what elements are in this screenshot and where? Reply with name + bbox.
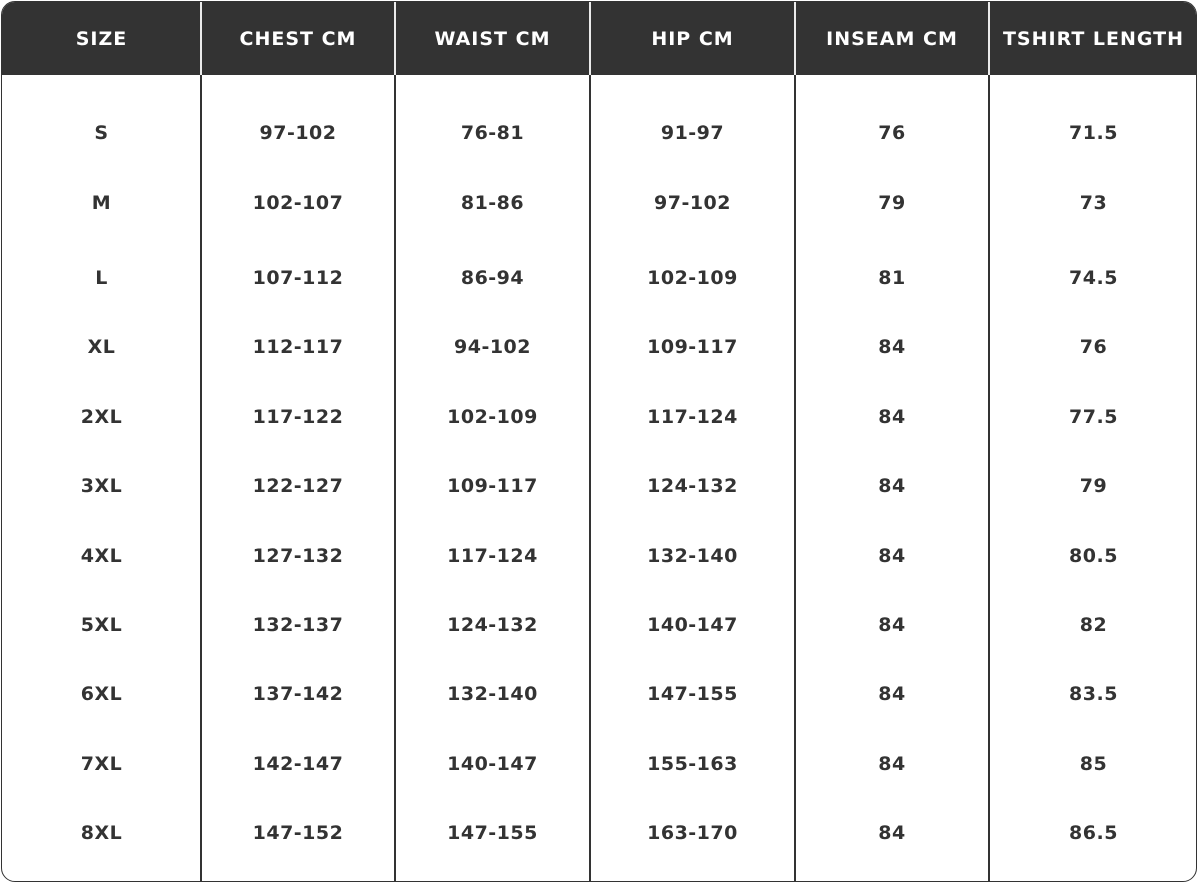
table-cell: 109-117	[447, 475, 538, 497]
table-cell: L	[95, 267, 108, 289]
table-cell: S	[94, 122, 109, 144]
table-cell: 84	[878, 822, 906, 844]
table-cell: M	[91, 192, 112, 214]
column-header: SIZE	[75, 27, 128, 50]
table-cell: 91-97	[660, 122, 725, 144]
table-cell: 79	[1079, 475, 1108, 497]
table-cell: 84	[878, 614, 906, 636]
table-cell: 147-155	[647, 683, 738, 705]
column-header: INSEAM CM	[826, 27, 958, 50]
table-cell: 84	[878, 753, 906, 775]
table-cell: 84	[878, 683, 906, 705]
table-cell: 102-107	[252, 192, 344, 214]
table-cell: 112-117	[252, 336, 344, 358]
table-cell: 84	[878, 545, 906, 567]
table-cell: 73	[1079, 192, 1108, 214]
table-cell: 7XL	[80, 753, 123, 775]
table-cell: 94-102	[454, 336, 531, 358]
table-cell: 86-94	[460, 267, 525, 289]
table-cell: 142-147	[252, 753, 344, 775]
table-cell: 84	[878, 406, 906, 428]
table-cell: 77.5	[1069, 406, 1118, 428]
table-cell: 2XL	[80, 406, 123, 428]
table-cell: 76	[1079, 336, 1108, 358]
table-cell: 85	[1079, 753, 1108, 775]
table-cell: 132-140	[447, 683, 538, 705]
table-cell: 127-132	[252, 545, 344, 567]
table-cell: 80.5	[1069, 545, 1118, 567]
table-cell: 71.5	[1069, 122, 1118, 144]
table-cell: 117-122	[252, 406, 344, 428]
table-cell: 97-102	[654, 192, 731, 214]
column-header: CHEST CM	[239, 27, 357, 50]
table-cell: 109-117	[647, 336, 738, 358]
table-cell: 3XL	[80, 475, 123, 497]
table-cell: 81	[878, 267, 906, 289]
table-cell: 140-147	[647, 614, 738, 636]
table-cell: 102-109	[647, 267, 738, 289]
table-cell: 8XL	[80, 822, 123, 844]
table-cell: 132-140	[647, 545, 738, 567]
table-cell: 163-170	[647, 822, 738, 844]
table-cell: 147-155	[447, 822, 538, 844]
table-cell: 147-152	[252, 822, 344, 844]
size-chart-table	[1, 1, 1197, 882]
table-cell: 86.5	[1069, 822, 1118, 844]
table-cell: 107-112	[252, 267, 344, 289]
table-cell: 76-81	[460, 122, 525, 144]
column-header: WAIST CM	[434, 27, 551, 50]
table-cell: 137-142	[252, 683, 344, 705]
table-cell: 124-132	[447, 614, 538, 636]
table-cell: 4XL	[80, 545, 123, 567]
table-cell: 132-137	[252, 614, 344, 636]
table-cell: 74.5	[1069, 267, 1118, 289]
table-cell: 84	[878, 475, 906, 497]
table-cell: 102-109	[447, 406, 538, 428]
column-header: HIP CM	[651, 27, 734, 50]
table-cell: XL	[87, 336, 116, 358]
table-cell: 117-124	[647, 406, 738, 428]
table-cell: 81-86	[460, 192, 525, 214]
table-cell: 84	[878, 336, 906, 358]
table-cell: 155-163	[647, 753, 738, 775]
table-cell: 6XL	[80, 683, 123, 705]
table-cell: 122-127	[252, 475, 344, 497]
table-cell: 79	[878, 192, 906, 214]
table-cell: 82	[1079, 614, 1108, 636]
column-header: TSHIRT LENGTH	[1002, 27, 1185, 50]
table-cell: 76	[878, 122, 906, 144]
table-cell: 117-124	[447, 545, 538, 567]
table-cell: 5XL	[80, 614, 123, 636]
table-cell: 140-147	[447, 753, 538, 775]
table-cell: 83.5	[1069, 683, 1118, 705]
table-cell: 97-102	[259, 122, 337, 144]
table-cell: 124-132	[647, 475, 738, 497]
